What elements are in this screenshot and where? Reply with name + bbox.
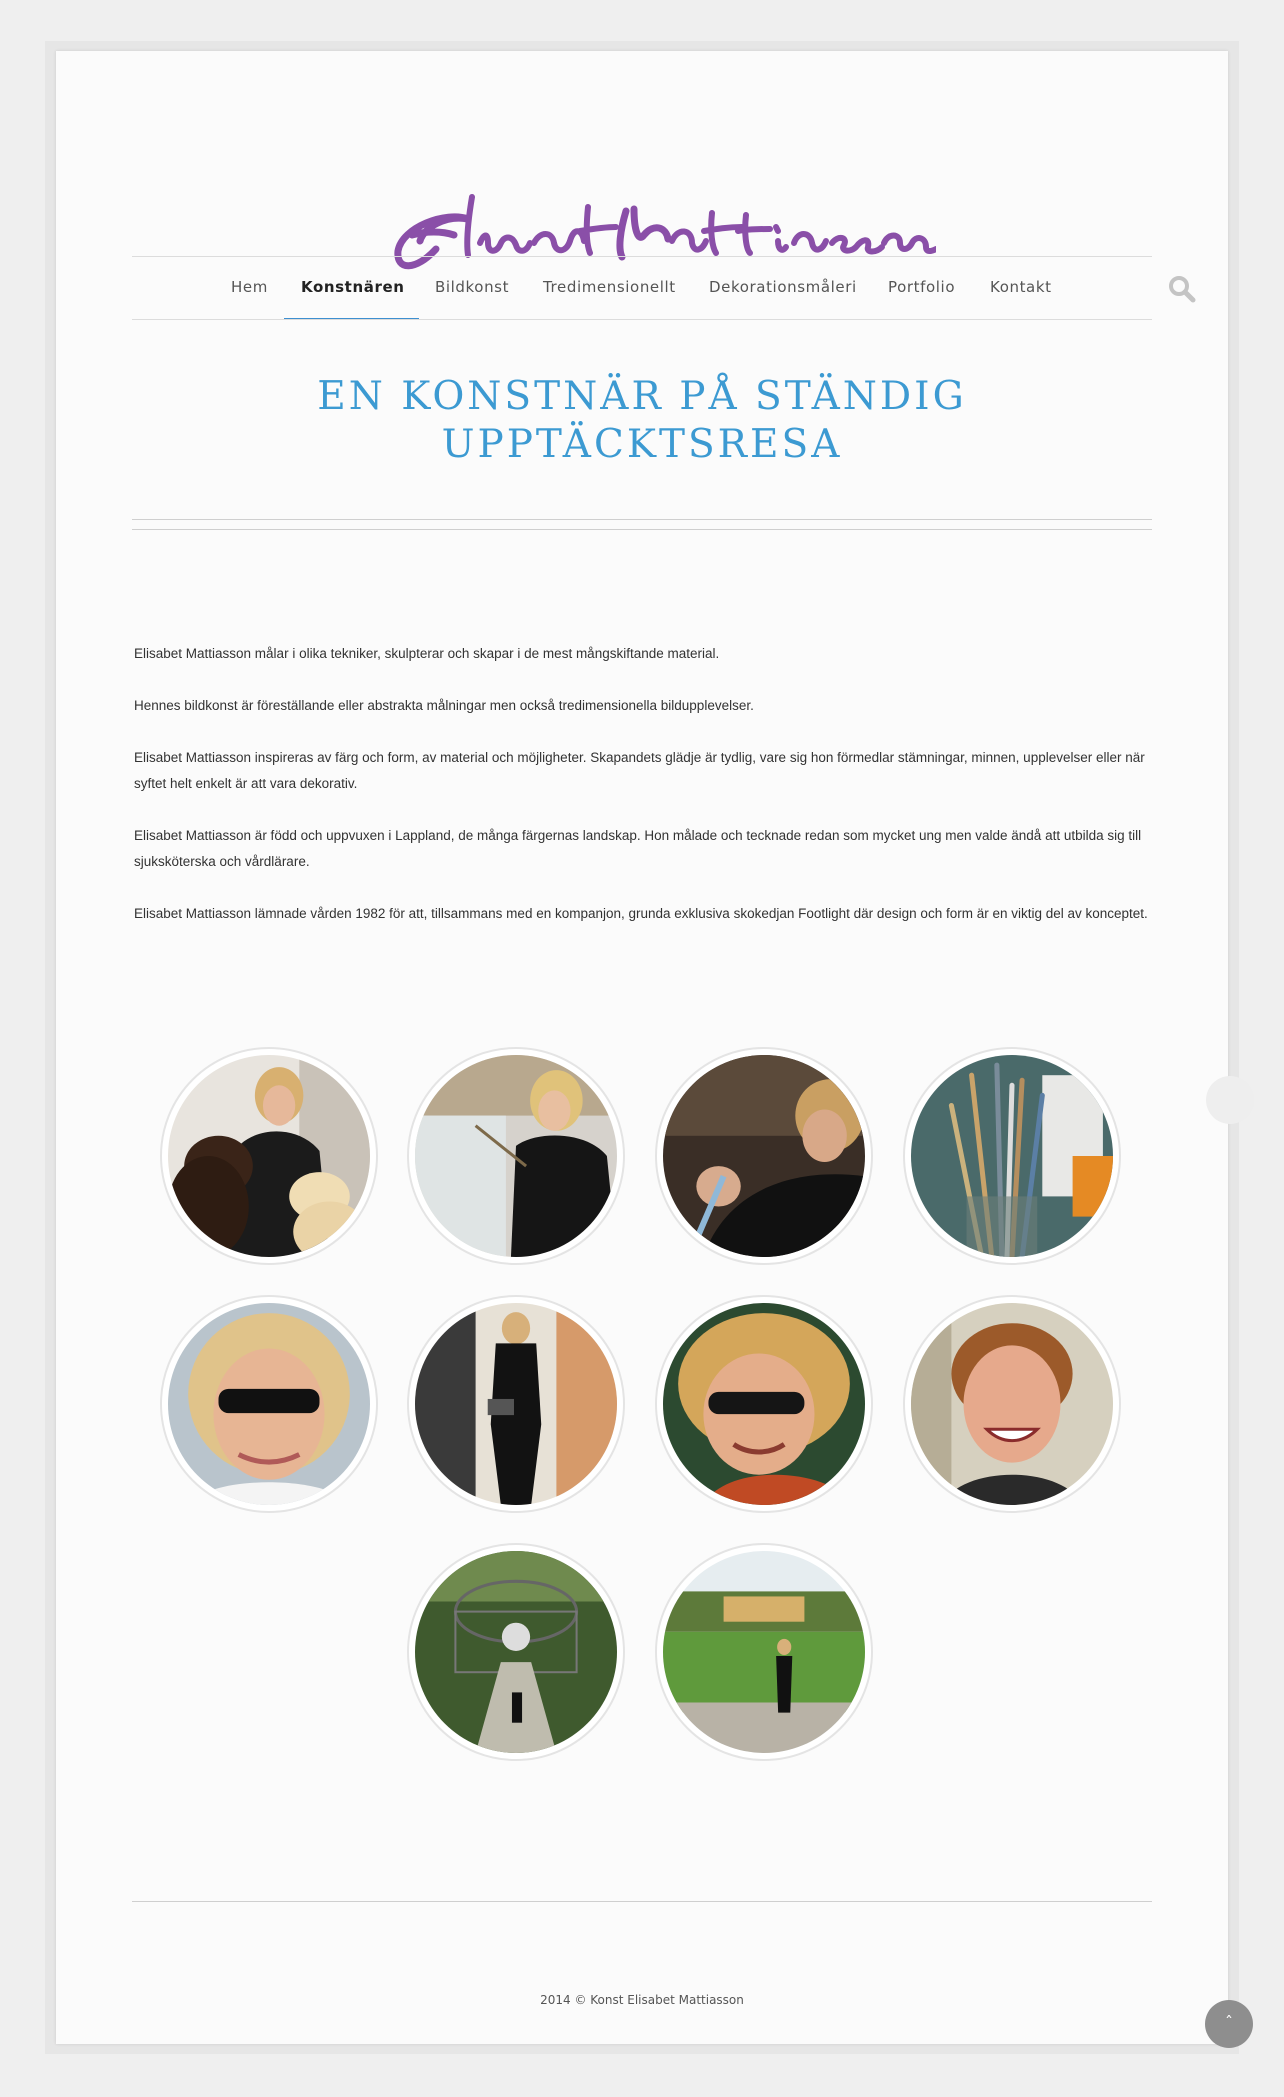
search-icon[interactable] <box>1168 275 1196 303</box>
gallery-photo-artist-full-length-black-suit[interactable] <box>407 1295 625 1513</box>
content-paragraph: Elisabet Mattiasson lämnade vården 1982 för att, tillsammans med en kompanjon, grunda exklusiva skokedjan Footlight där design och form är en viktig del av konceptet. <box>134 906 1148 921</box>
page-title <box>132 373 1152 469</box>
nav-item-portfolio[interactable]: Portfolio <box>888 278 956 296</box>
footer-copyright: 2014 © Konst Elisabet Mattiasson <box>540 1993 744 2007</box>
nav-divider-bottom <box>132 319 1152 320</box>
title-divider-1 <box>132 519 1152 520</box>
gallery-photo-portrait-sunglasses-looking-up[interactable] <box>655 1295 873 1513</box>
page-title-line-2: UPPTÄCKTSRESA <box>441 422 843 467</box>
gallery-photo-artist-on-lawn[interactable] <box>655 1543 873 1761</box>
gallery-photo-artist-with-dogs[interactable] <box>160 1047 378 1265</box>
nav-item-hem[interactable]: Hem <box>231 278 268 296</box>
nav-item-bildkonst[interactable]: Bildkonst <box>435 278 510 296</box>
nav-item-kontakt[interactable]: Kontakt <box>990 278 1052 296</box>
nav-item-tredimensionellt[interactable]: Tredimensionellt <box>543 278 676 296</box>
content-paragraph: Elisabet Mattiasson målar i olika tekniker, skulpterar och skapar i de mest mångskiftande material. <box>134 646 720 661</box>
nav-item-dekorationsmaleri[interactable]: Dekorationsmåleri <box>709 278 857 296</box>
nav-item-konstnaren[interactable]: Konstnären <box>301 278 405 296</box>
gallery-photo-portrait-laughing[interactable] <box>903 1295 1121 1513</box>
page-container <box>56 51 1228 2044</box>
page-title-line-1: EN KONSTNÄR PÅ STÄNDIG <box>317 374 967 419</box>
main-navigation <box>56 256 1228 319</box>
content-paragraph: Elisabet Mattiasson inspireras av färg och form, av material och möjligheter. Skapandets glädje är tydlig, vare sig hon förmedlar stämningar, minnen, upplevelser eller när syftet helt enkelt är att vara dekorativ. <box>134 750 1145 791</box>
gallery-photo-paint-brushes-jar[interactable] <box>903 1047 1121 1265</box>
side-floating-button[interactable] <box>1206 1076 1254 1124</box>
content-paragraph: Hennes bildkonst är föreställande eller abstrakta målningar men också tredimensionella bildupplevelser. <box>134 698 754 713</box>
gallery-photo-jetty-pavilion-garden[interactable] <box>407 1543 625 1761</box>
content-paragraph: Elisabet Mattiasson är född och uppvuxen i Lappland, de många färgernas landskap. Hon målade och tecknade redan som mycket ung men valde ändå att utbilda sig till sjuksköterska och vårdlärare. <box>134 828 1142 869</box>
scroll-to-top-button[interactable] <box>1205 2000 1253 2048</box>
footer-divider <box>132 1901 1152 1902</box>
gallery-photo-portrait-sunglasses[interactable] <box>160 1295 378 1513</box>
title-divider-2 <box>132 529 1152 530</box>
chevron-up-icon: ˆ <box>1225 2013 1233 2032</box>
main-content <box>134 641 1150 953</box>
gallery-photo-artist-brush-closeup[interactable] <box>655 1047 873 1265</box>
gallery-photo-artist-painting-canvas[interactable] <box>407 1047 625 1265</box>
